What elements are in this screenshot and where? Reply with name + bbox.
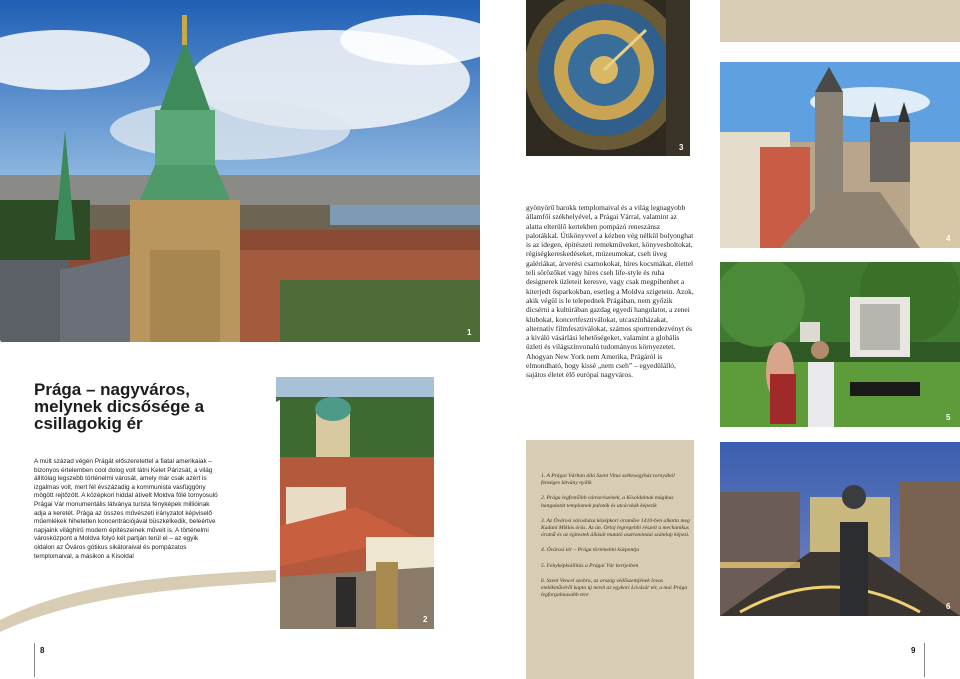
photo-wenceslas-square xyxy=(720,442,960,616)
intro-paragraph: A múlt század végén Prágát előszeretettel a fiatal amerikaiak – bizonyos értelemben cool dolog volt látni Kelet Párizsát, a világ állítólag legszebb történelmi városát, amely már csak azért is izgalmas volt, mert fél évszázadig a kommunista vasfüggöny mögött rejtőzött. A középkori hiddal átívelt Moldva fölé tornyosuló Prágai Vár monumentális látványa turista fényképek millióinak adja a keretét. Prága az összes művészeti irányzatot képviselő műemlékek hihetetlen koncentrációjával büszkélkedik, beleértve napjaink világhírű modern építészeinek műveit is. A történelmi városközpont a Moldva folyó két partján terül el – az egyik oldalon az Óváros gótikus sikátoraival és pompázatos templomaival, a másikon a Kisoldal xyxy=(34,458,218,560)
caption-item: 4. Óvárosi tér – Prága történelmi központja xyxy=(541,547,640,554)
photo-old-town-square xyxy=(720,62,960,248)
photo-number-3: 3 xyxy=(679,143,684,152)
caption-item: 2. Prága legfestőibb városrészének, a Kisoldalnak mágikus hangulatát templomok paloták és utcácskák képezik xyxy=(541,495,674,509)
photo-garden-exhibition xyxy=(720,262,960,427)
caption-list xyxy=(541,473,691,607)
beige-block-top-right xyxy=(720,0,960,42)
folio-rule-left xyxy=(34,643,35,677)
body-text: gyönyörű barokk templomaival és a világ legnagyobb államfői székhelyével, a Prágai Várral, valamint az alatta elterülő kertekben pompázó reneszánsz palotákkal. Útikönyvvel a kézben vég nélkül bolyonghat is az idegen, építészeti remekműveket, könyvesboltokat, régiségkereskedéseket, múzeumokat, cseh üveg galériákat, árverési csarnokokat, híres kocsmákat, élettel teli sörözőket vagy híres cseh life-style és ruha designerek üzleteit keresve, vagy csak megpihenhet a kiterjedt ősparkokban, esetleg a Moldva szigetein. Azok, akik végül is le telepednek Prágában, nem győzik dicsérni a kultúrában gazdag egyedi hangulatot, a zenei klubokat, koncertfesztiválokat, utcaszínházakat, alternatív filmfesztiválokat, számos sportrendezvényt és a kiváló vásárlási lehetőségeket, valamint a globális üzleti és világszínvonalú tudományos környezetet. Ahogyan New York nem Amerika, Prágáról is elmondható, hogy kissé „nem cseh” – egyedülálló, sajátos életet élő európai nagyváros. xyxy=(526,203,694,380)
photo-number-6: 6 xyxy=(946,602,951,611)
page-number-right: 9 xyxy=(911,646,916,655)
folio-rule-right xyxy=(924,643,925,677)
photo-prague-panorama xyxy=(0,0,480,342)
page-number-left: 8 xyxy=(40,646,45,655)
photo-number-2: 2 xyxy=(423,615,428,624)
caption-item: 6. Szent Vencel szobra, az ország védőszentjének lovas emlékművéről kapta új nevét az egykori Lóvásár tér, a mai Prága legforgalmasabb tere xyxy=(541,577,688,599)
photo-astronomical-clock xyxy=(526,0,690,156)
caption-item: 5. Fényképkiállítás a Prágai Vár kertjeiben xyxy=(541,562,639,569)
caption-item: 3. Az Óvárosi városháza középkori óraműve 1410-ben alkotta meg Kadani Miklós órás. Az ún. Orloj legrégebbi részeit a mechanikus óramű és az égitestek állását mutató asztronómiai számlap képezi. xyxy=(541,517,690,539)
caption-item: 1. A Prágai Várban álló Szent Vitus székesegyház tornyából fenséges látvány nyílik xyxy=(541,473,675,487)
photo-number-1: 1 xyxy=(467,328,472,337)
decorative-wave-lower xyxy=(0,580,276,640)
spread-title: Prága – nagyváros, melynek dicsősége a csillagokig ér xyxy=(34,380,205,433)
photo-number-4: 4 xyxy=(946,234,951,243)
photo-number-5: 5 xyxy=(946,413,951,422)
